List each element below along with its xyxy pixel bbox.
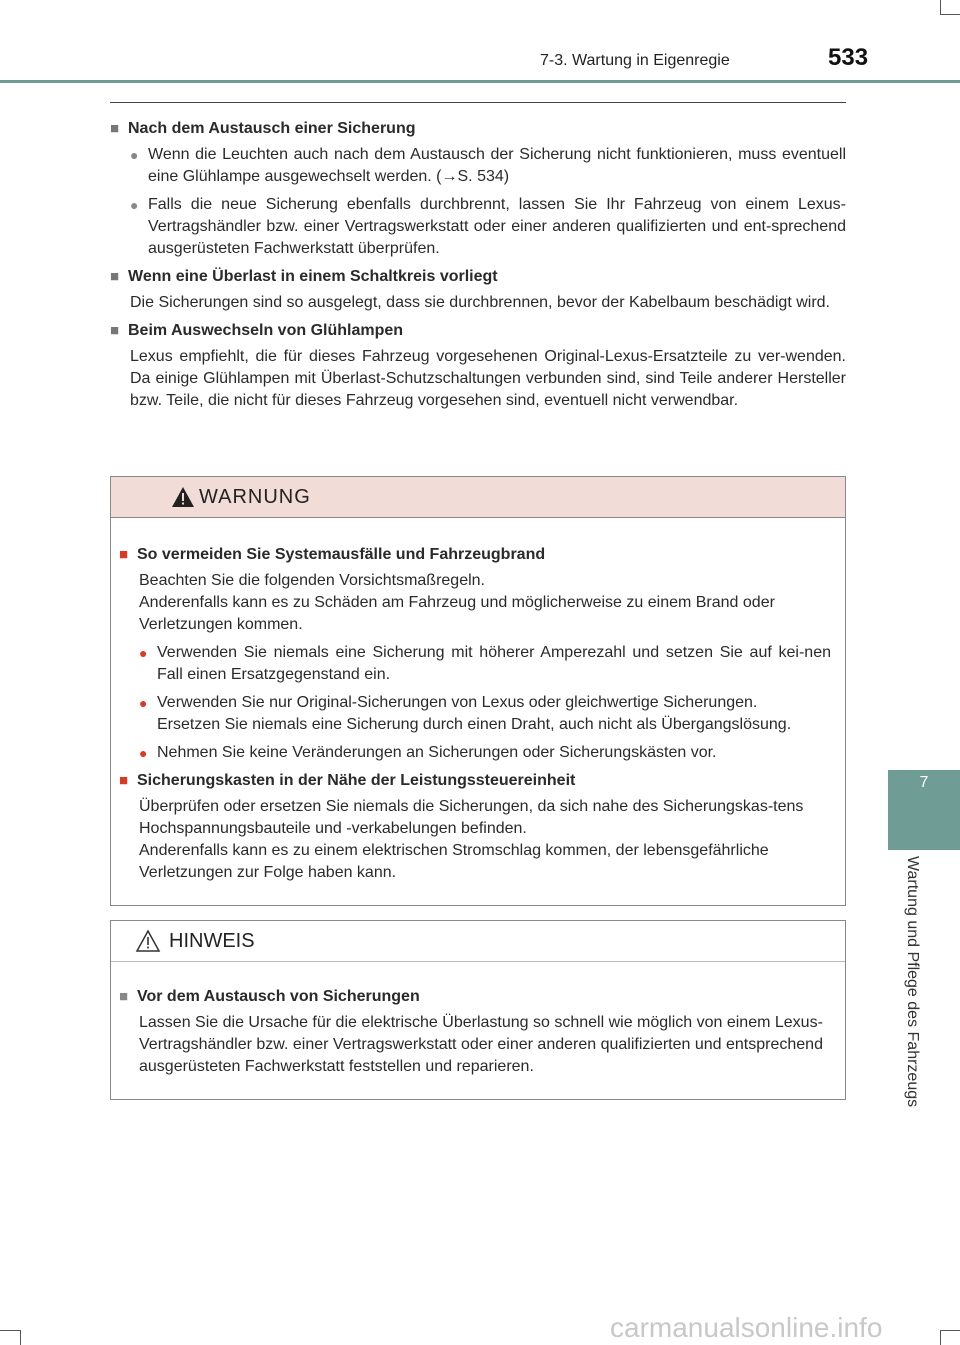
section-heading: ■ Sicherungskasten in der Nähe der Leistungssteuereinheit <box>119 770 831 792</box>
notice-triangle-icon <box>135 929 161 953</box>
square-bullet-icon: ■ <box>119 546 129 563</box>
section-heading: ■ Vor dem Austausch von Sicherungen <box>119 986 831 1008</box>
round-bullet-icon: ● <box>130 197 139 213</box>
warning-body <box>111 518 845 884</box>
crop-mark <box>940 1330 941 1345</box>
round-bullet-icon: ● <box>139 745 148 761</box>
crop-mark <box>940 1330 960 1331</box>
notice-title: HINWEIS <box>169 930 255 952</box>
notice-box <box>110 920 846 1100</box>
list-item: ● Falls die neue Sicherung ebenfalls durchbrennt, lassen Sie Ihr Fahrzeug von einem Lexus-Vertragshändler bzw. einer Vertragswerkstatt oder einer anderen qualifizierten und ent-sprechend ausgerüsteten Fachwerkstatt überprüfen. <box>130 194 846 260</box>
crop-mark <box>20 1330 21 1345</box>
content-top-rule <box>110 102 846 103</box>
paragraph: Beachten Sie die folgenden Vorsichtsmaßregeln. Anderenfalls kann es zu Schäden am Fahrzeug und möglicherweise zu einem Brand oder Verletzungen kommen. <box>139 572 775 633</box>
list-item: ● Verwenden Sie nur Original-Sicherungen von Lexus oder gleichwertige Sicherungen. Ersetzen Sie niemals eine Sicherung durch einen Draht, auch nicht als Übergangslösung. <box>139 692 831 736</box>
warning-box <box>110 476 846 906</box>
header-section-title: 7-3. Wartung in Eigenregie <box>540 52 730 69</box>
section-heading: ■ So vermeiden Sie Systemausfälle und Fahrzeugbrand <box>119 544 831 566</box>
warning-title: WARNUNG <box>199 486 311 508</box>
section-heading: ■ Wenn eine Überlast in einem Schaltkreis vorliegt <box>110 266 846 288</box>
list-item: ● Wenn die Leuchten auch nach dem Austausch der Sicherung nicht funktionieren, muss eventuell eine Glühlampe ausgewechselt werden. (→S. 534) <box>130 144 846 188</box>
section-heading: ■ Beim Auswechseln von Glühlampen <box>110 320 846 342</box>
chapter-title: Wartung und Pflege des Fahrzeugs <box>904 856 921 1108</box>
round-bullet-icon: ● <box>139 695 148 711</box>
round-bullet-icon: ● <box>130 147 139 163</box>
header-rule <box>0 80 960 83</box>
crop-mark <box>0 1330 20 1331</box>
paragraph: Lexus empfiehlt, die für dieses Fahrzeug vorgesehenen Original-Lexus-Ersatzteile zu ver-wenden. Da einige Glühlampen mit Überlast-Schutzschaltungen verbunden sind, sind Teile anderer Hersteller bzw. Teile, die nicht für dieses Fahrzeug vorgesehen sind, eventuell nicht verwendbar. <box>130 348 846 409</box>
square-bullet-icon: ■ <box>119 772 129 789</box>
watermark: carmanualsonline.info <box>610 1312 883 1343</box>
square-bullet-icon: ■ <box>119 988 129 1005</box>
page-number: 533 <box>828 44 869 71</box>
round-bullet-icon: ● <box>139 645 148 661</box>
notice-body <box>111 962 845 1078</box>
section-heading: ■ Nach dem Austausch einer Sicherung <box>110 118 846 140</box>
paragraph: Lassen Sie die Ursache für die elektrische Überlastung so schnell wie möglich von einem Lexus-Vertragshändler bzw. einer Vertragswerkstatt oder einer anderen qualifizierten und entsprechend ausgerüsteten Fachwerkstatt feststellen und reparieren. <box>139 1014 823 1075</box>
crop-mark <box>940 14 960 15</box>
warning-header <box>111 477 845 518</box>
square-bullet-icon: ■ <box>110 120 120 137</box>
square-bullet-icon: ■ <box>110 322 120 339</box>
square-bullet-icon: ■ <box>110 268 120 285</box>
warning-triangle-icon <box>171 486 195 508</box>
main-content <box>110 112 846 418</box>
crop-mark <box>940 0 941 14</box>
chapter-number: 7 <box>919 774 929 791</box>
list-item: ● Verwenden Sie niemals eine Sicherung mit höherer Amperezahl und setzen Sie auf kei-nen Fall einen Ersatzgegenstand ein. <box>139 642 831 686</box>
paragraph: Die Sicherungen sind so ausgelegt, dass sie durchbrennen, bevor der Kabelbaum beschädigt wird. <box>130 294 830 311</box>
paragraph: Überprüfen oder ersetzen Sie niemals die Sicherungen, da sich nahe des Sicherungskas-tens Hochspannungsbauteile und -verkabelungen befinden. Anderenfalls kann es zu einem elektrischen Stromschlag kommen, der lebensgefährliche Verletzungen zur Folge haben kann. <box>139 798 804 881</box>
list-item: ● Nehmen Sie keine Veränderungen an Sicherungen oder Sicherungskästen vor. <box>139 742 831 764</box>
notice-header <box>111 921 845 962</box>
